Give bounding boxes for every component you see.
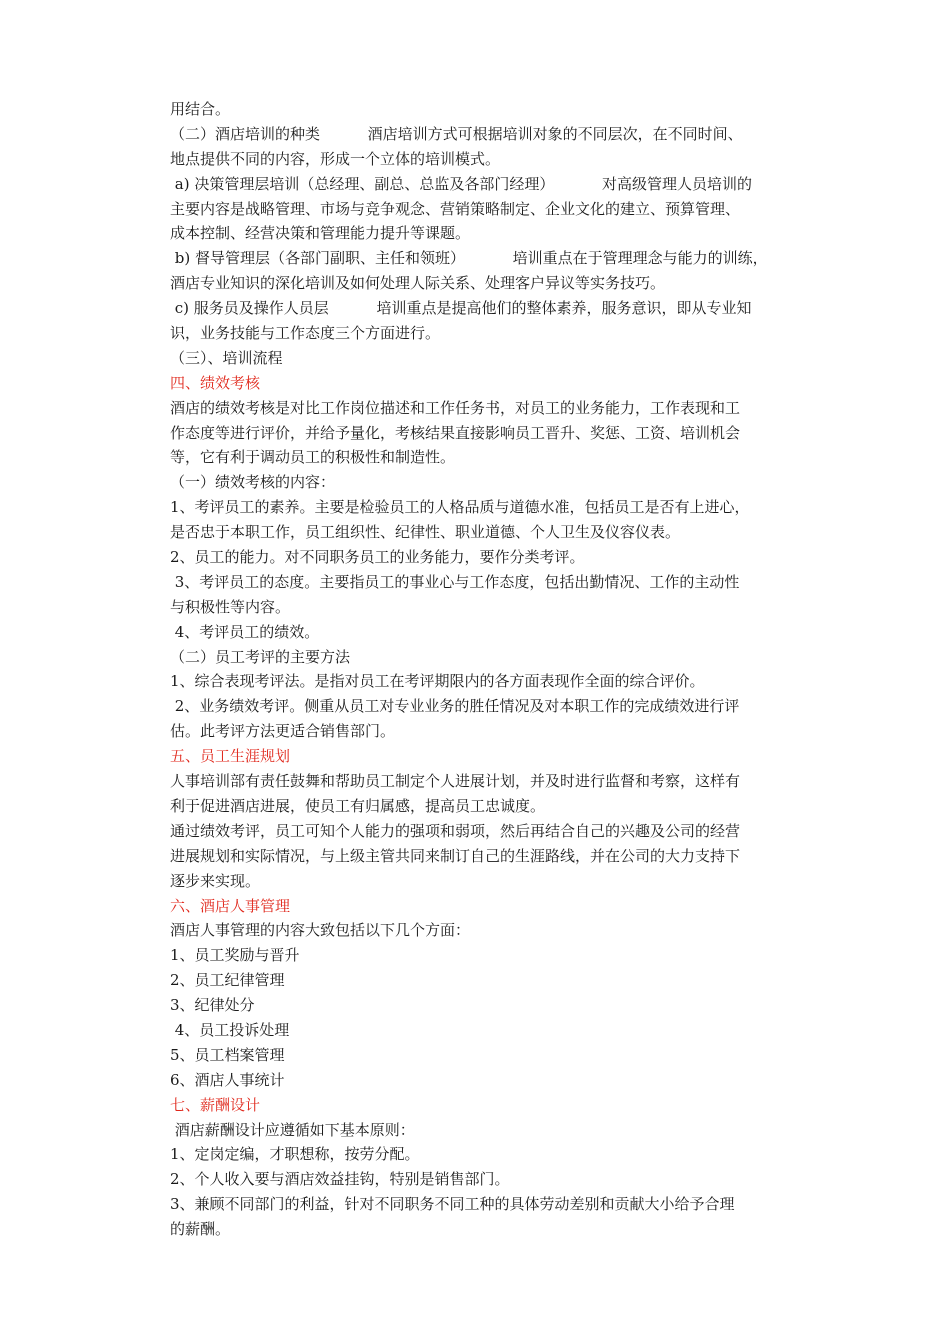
text-line: 酒店薪酬设计应遵循如下基本原则： — [170, 1120, 415, 1139]
document-body — [170, 97, 820, 1242]
text-line: 等，它有利于调动员工的积极性和制造性。 — [170, 448, 456, 467]
text-line: 3、纪律处分 — [170, 996, 255, 1015]
section-heading: 六、酒店人事管理 — [170, 896, 291, 915]
text-line: a) 决策管理层培训（总经理、副总、总监及各部门经理） 对高级管理人员培训的 — [170, 174, 753, 193]
text-line: （二）员工考评的主要方法 — [170, 647, 351, 666]
text-line: （二）酒店培训的种类 酒店培训方式可根据培训对象的不同层次，在不同时间、 — [170, 124, 743, 143]
text-line: 酒店人事管理的内容大致包括以下几个方面： — [170, 921, 471, 940]
text-line: 用结合。 — [170, 100, 231, 118]
text-line: 酒店专业知识的深化培训及如何处理人际关系、处理客户异议等实务技巧。 — [170, 274, 666, 293]
text-line: 1、定岗定编，才职想称，按劳分配。 — [170, 1145, 420, 1164]
text-line: 利于促进酒店进展，使员工有归属感，提高员工忠诚度。 — [170, 796, 546, 815]
text-line: 2、员工的能力。对不同职务员工的业务能力，要作分类考评。 — [170, 548, 585, 567]
section-heading: 五、员工生涯规划 — [170, 747, 291, 766]
section-heading: 七、薪酬设计 — [170, 1095, 261, 1114]
text-line: 2、员工纪律管理 — [170, 971, 285, 990]
text-line: 4、员工投诉处理 — [170, 1020, 290, 1039]
text-line: 1、考评员工的素养。主要是检验员工的人格品质与道德水准，包括员工是否有上进心， — [170, 498, 750, 517]
text-line: 人事培训部有责任鼓舞和帮助员工制定个人进展计划，并及时进行监督和考察，这样有 — [170, 772, 741, 791]
text-line: （一）绩效考核的内容： — [170, 473, 336, 492]
text-line: 4、考评员工的绩效。 — [170, 622, 320, 641]
text-line: （三）、培训流程 — [170, 348, 283, 367]
text-line: 酒店的绩效考核是对比工作岗位描述和工作任务书，对员工的业务能力，工作表现和工 — [170, 398, 741, 417]
text-line: 3、兼顾不同部门的利益，针对不同职务不同工种的具体劳动差别和贡献大小给予合理 — [170, 1195, 735, 1214]
text-line: 2、业务绩效考评。侧重从员工对专业业务的胜任情况及对本职工作的完成绩效进行评 — [170, 697, 740, 716]
text-line: c) 服务员及操作人员层 培训重点是提高他们的整体素养，服务意识，即从专业知 — [170, 299, 752, 318]
text-line: 1、员工奖励与晋升 — [170, 946, 300, 965]
text-line: 5、员工档案管理 — [170, 1045, 285, 1064]
text-line: 6、酒店人事统计 — [170, 1070, 285, 1089]
text-line: 作态度等进行评价，并给予量化，考核结果直接影响员工晋升、奖惩、工资、培训机会 — [170, 423, 741, 442]
text-line: 成本控制、经营决策和管理能力提升等课题。 — [170, 224, 471, 243]
text-line: 地点提供不同的内容，形成一个立体的培训模式。 — [170, 149, 501, 168]
text-line: 进展规划和实际情况，与上级主管共同来制订自己的生涯路线，并在公司的大力支持下 — [170, 846, 741, 865]
text-line: 2、个人收入要与酒店效益挂钩，特别是销售部门。 — [170, 1170, 510, 1189]
text-line: 1、综合表现考评法。是指对员工在考评期限内的各方面表现作全面的综合评价。 — [170, 672, 705, 691]
text-line: b) 督导管理层（各部门副职、主任和领班） 培训重点在于管理理念与能力的训练， — [170, 249, 768, 268]
text-line: 的薪酬。 — [170, 1220, 231, 1239]
text-line: 3、考评员工的态度。主要指员工的事业心与工作态度，包括出勤情况、工作的主动性 — [170, 572, 740, 591]
text-line: 估。此考评方法更适合销售部门。 — [170, 722, 396, 741]
text-line: 通过绩效考评，员工可知个人能力的强项和弱项，然后再结合自己的兴趣及公司的经营 — [170, 821, 741, 840]
text-line: 与积极性等内容。 — [170, 597, 291, 616]
text-line: 逐步来实现。 — [170, 871, 261, 890]
section-heading: 四、绩效考核 — [170, 373, 261, 392]
text-line: 主要内容是战略管理、市场与竞争观念、营销策略制定、企业文化的建立、预算管理、 — [170, 199, 741, 218]
text-line: 识，业务技能与工作态度三个方面进行。 — [170, 324, 441, 343]
text-line: 是否忠于本职工作，员工组织性、纪律性、职业道德、个人卫生及仪容仪表。 — [170, 523, 681, 542]
